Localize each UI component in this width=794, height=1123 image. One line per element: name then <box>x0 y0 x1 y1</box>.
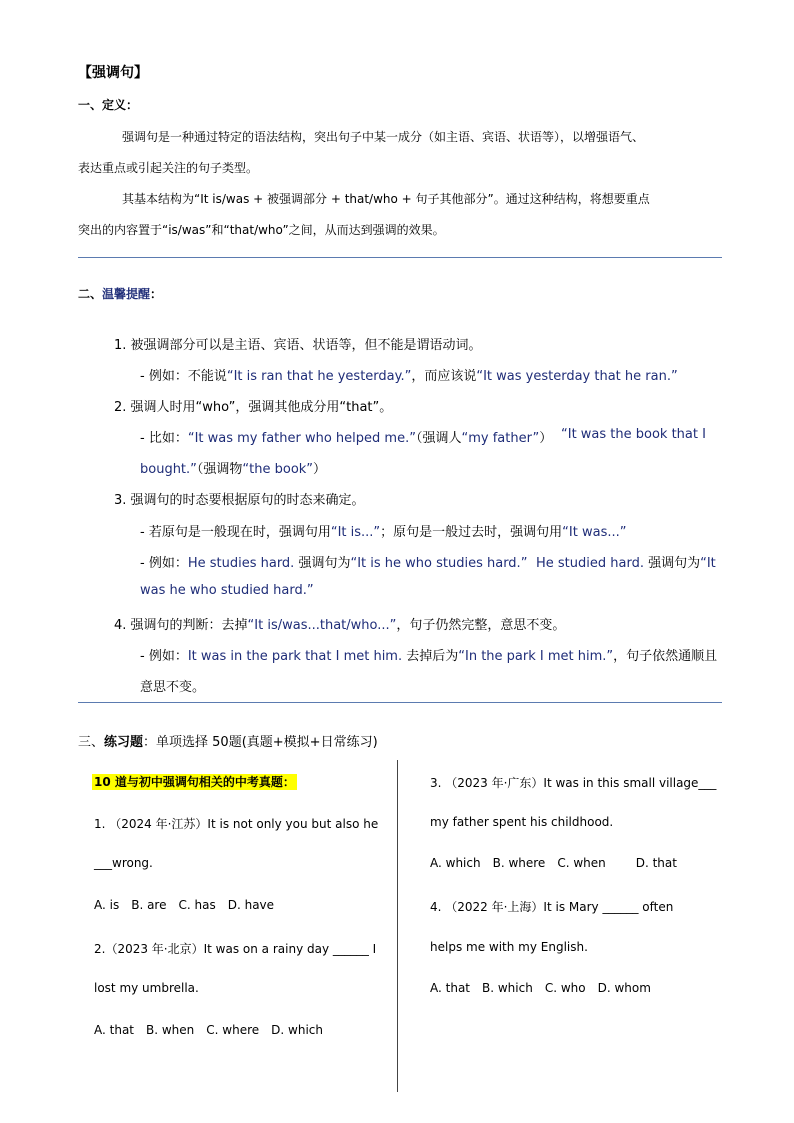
option-b[interactable]: B. when <box>146 1023 195 1037</box>
question-1-line-2: ___wrong. <box>94 856 153 870</box>
example-connector: ） <box>539 431 553 446</box>
option-a[interactable]: A. which <box>430 856 481 870</box>
item-4-pattern: “It is/was...that/who...” <box>247 618 397 633</box>
question-3-line-1: 3. （2023 年·广东）It was in this small village___ <box>430 776 717 790</box>
example-connector: 强调句为 <box>294 556 351 571</box>
exercises-heading-main: 练习题 <box>104 735 144 750</box>
example-sentence: “It <box>700 556 716 571</box>
reminder-heading-main: 温馨提醒 <box>102 287 151 301</box>
example-connector: 去掉后为 <box>402 649 459 664</box>
reminder-item-1: 1. 被强调部分可以是主语、宾语、状语等，但不能是谓语动词。 <box>114 338 482 353</box>
question-2-line-1: 2.（2023 年·北京）It was on a rainy day ______ I <box>94 942 377 956</box>
question-1-line-1: 1. （2024 年·江苏）It is not only you but also he <box>94 817 379 831</box>
reminder-item-4-example-line-2: 意思不变。 <box>140 680 206 695</box>
option-d[interactable]: D. which <box>271 1023 323 1037</box>
definition-paragraph-1-line-1: 强调句是一种通过特定的语法结构，突出句子中某一成分（如主语、宾语、状语等），以增强语气、 <box>122 130 645 144</box>
example-sentence: He studied hard. <box>536 556 644 571</box>
example-sentence: was he who studied hard.” <box>140 583 314 598</box>
example-sentence: “It was the book that I <box>561 427 706 442</box>
option-c[interactable]: C. when <box>557 856 606 870</box>
reminder-item-1-example <box>140 365 678 384</box>
option-c[interactable]: C. where <box>206 1023 260 1037</box>
definition-paragraph-1-line-2: 表达重点或引起关注的句子类型。 <box>78 161 259 175</box>
example-sentence: bought.” <box>140 462 197 477</box>
example-prefix: - 例如： <box>140 556 188 571</box>
option-d[interactable]: D. have <box>227 898 275 912</box>
question-3-options <box>430 856 689 870</box>
question-4-options <box>430 981 663 995</box>
example-connector: ） <box>313 462 327 477</box>
example-sentence: “It is ran that he yesterday.” <box>226 369 412 384</box>
section-divider <box>78 257 722 258</box>
reminder-heading-suffix: ： <box>150 287 163 301</box>
example-sentence: It was in the park that I met him. <box>187 649 403 664</box>
highlighted-intro: 10 道与初中强调句相关的中考真题： <box>94 775 295 789</box>
reminder-item-3: 3. 强调句的时态要根据原句的时态来确定。 <box>114 493 365 508</box>
example-sentence: “In the park I met him.” <box>458 649 614 664</box>
reminder-item-3-example-2b <box>536 552 716 571</box>
document-title: 【强调句】 <box>78 65 148 81</box>
reminder-item-2-example-line-2 <box>140 458 326 477</box>
example-sentence: “It was...” <box>562 525 627 540</box>
example-connector: ，而应该说 <box>411 369 477 384</box>
option-c[interactable]: C. who <box>544 981 586 995</box>
reminder-item-3-example-2 <box>140 552 527 571</box>
definition-paragraph-2-line-2: 突出的内容置于“is/was”和“that/who”之间，从而达到强调的效果。 <box>78 223 445 237</box>
reminder-item-2-example-line-1 <box>140 427 552 446</box>
question-1-options <box>94 898 286 912</box>
example-connector: 强调句为 <box>643 556 701 571</box>
section-reminder-heading <box>78 285 162 302</box>
option-b[interactable]: B. where <box>492 856 546 870</box>
option-a[interactable]: A. that <box>94 1023 134 1037</box>
example-connector: ；原句是一般过去时，强调句用 <box>380 525 563 540</box>
example-prefix: - 比如： <box>140 431 188 446</box>
example-prefix: - 若原句是一般现在时，强调句用 <box>140 525 331 540</box>
option-d[interactable]: D. whom <box>597 981 651 995</box>
item-4-suffix: ，句子仍然完整，意思不变。 <box>396 618 566 633</box>
example-connector: ，句子依然通顺且 <box>613 649 718 664</box>
option-b[interactable]: B. are <box>131 898 167 912</box>
exam-questions-intro <box>92 773 297 790</box>
example-sentence: “It is...” <box>330 525 381 540</box>
reminder-heading-prefix: 二、 <box>78 287 103 301</box>
question-3-line-2: my father spent his childhood. <box>430 815 614 829</box>
example-prefix: - 例如： <box>140 649 188 664</box>
definition-paragraph-2-line-1: 其基本结构为“It is/was + 被强调部分 + that/who + 句子其他部分”。通过这种结构，将想要重点 <box>122 192 650 206</box>
option-a[interactable]: A. is <box>94 898 120 912</box>
column-divider <box>397 760 398 1092</box>
question-4-line-1: 4. （2022 年·上海）It is Mary ______ often <box>430 900 674 914</box>
option-c[interactable]: C. has <box>178 898 216 912</box>
exercises-heading-prefix: 三、 <box>78 735 105 750</box>
example-sentence: “It is he who studies hard.” <box>350 556 528 571</box>
reminder-item-2: 2. 强调人时用“who”，强调其他成分用“that”。 <box>114 400 393 415</box>
section-definition-heading: 一、定义： <box>78 98 139 112</box>
section-exercises-heading <box>78 731 378 750</box>
reminder-item-4-example <box>140 645 717 664</box>
example-sentence: “the book” <box>242 462 314 477</box>
option-a[interactable]: A. that <box>430 981 470 995</box>
item-4-prefix: 4. 强调句的判断：去掉 <box>114 618 248 633</box>
example-connector: （强调人 <box>415 431 462 446</box>
question-2-line-2: lost my umbrella. <box>94 981 199 995</box>
example-sentence: “my father” <box>461 431 540 446</box>
example-sentence: “It was yesterday that he ran.” <box>476 369 678 384</box>
reminder-item-4 <box>114 614 565 633</box>
example-sentence: He studies hard. <box>187 556 295 571</box>
section-divider <box>78 702 722 703</box>
question-2-options <box>94 1023 335 1037</box>
example-sentence: “It was my father who helped me.” <box>187 431 416 446</box>
option-d[interactable]: D. that <box>635 856 677 870</box>
example-connector: （强调物 <box>196 462 243 477</box>
reminder-item-3-example-1 <box>140 521 626 540</box>
exercises-heading-suffix: ：单项选择 50题(真题+模拟+日常练习) <box>143 735 378 750</box>
option-b[interactable]: B. which <box>482 981 533 995</box>
example-prefix: - 例如：不能说 <box>140 369 227 384</box>
question-4-line-2: helps me with my English. <box>430 940 588 954</box>
